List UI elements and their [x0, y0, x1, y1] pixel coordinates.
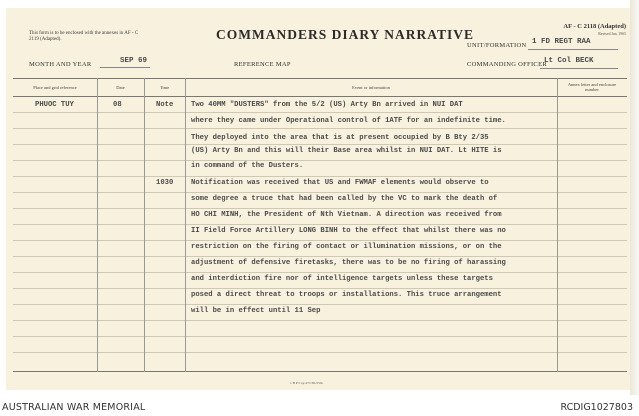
column-divider [144, 78, 145, 372]
ruled-line [13, 320, 627, 321]
entry-place: PHUOC TUY [35, 101, 74, 109]
ruled-line [13, 224, 627, 225]
narrative-line: adjustment of defensive firetasks, there was to be no firing of harassing [191, 259, 506, 267]
month-year-underline [100, 67, 150, 68]
month-year-label: MONTH AND YEAR [29, 61, 92, 68]
print-note: 1 B P Coy-271/65-55m [290, 381, 323, 385]
ruled-line [13, 128, 627, 129]
ruled-line [13, 144, 627, 145]
ruled-line [13, 112, 627, 113]
co-underline [540, 68, 618, 69]
entry-date: 08 [113, 101, 122, 109]
ruled-line [13, 336, 627, 337]
unit-formation-value: 1 FD REGT RAA [532, 38, 591, 46]
table-bottom-rule [13, 371, 627, 372]
reference-map-label: REFERENCE MAP [234, 61, 291, 68]
entry-time: 1030 [156, 179, 174, 187]
diary-table [13, 78, 627, 372]
commanding-officer-label: COMMANDING OFFICER [467, 61, 547, 68]
ruled-line [13, 272, 627, 273]
narrative-line: and interdiction fire nor of intelligence targets unless these targets [191, 275, 493, 283]
narrative-line: will be in effect until 11 Sep [191, 307, 321, 315]
header-place: Place and grid reference [33, 84, 77, 90]
page-edge [630, 0, 639, 395]
narrative-line: They deployed into the area that is at present occupied by B Bty 2/35 [191, 134, 489, 142]
ruled-line [13, 192, 627, 193]
narrative-line: II Field Force Artillery LONG BINH to the effect that whilst there was no [191, 227, 506, 235]
ruled-line [13, 208, 627, 209]
ruled-line [13, 240, 627, 241]
form-number: AF - C 2118 (Adapted) [563, 23, 626, 30]
narrative-line: restriction on the firing of contact or illumination missions, or on the [191, 243, 502, 251]
header-bottom-rule [13, 96, 627, 97]
column-divider [557, 78, 558, 372]
column-divider [97, 78, 98, 372]
entry-time: Note [156, 101, 174, 109]
narrative-line: where they came under Operational control of 1ATF for an indefinite time. [191, 117, 506, 125]
month-year-value: SEP 69 [120, 57, 148, 65]
ruled-line [13, 352, 627, 353]
ruled-line [13, 176, 627, 177]
commanding-officer-value: Lt Col BECK [544, 57, 594, 65]
narrative-line: posed a direct threat to troops or installations. This truce arrangement [191, 291, 502, 299]
header-event: Event or information [352, 84, 390, 90]
column-divider [185, 78, 186, 372]
header-time: Time [159, 84, 170, 90]
header-date: Date [116, 84, 125, 90]
unit-underline [528, 49, 618, 50]
institution-credit: AUSTRALIAN WAR MEMORIAL [2, 402, 146, 413]
ruled-line [13, 160, 627, 161]
narrative-line: HO CHI MINH, the President of Nth Vietnam. A direction was received from [191, 211, 502, 219]
revised-date: Revised Jan, 1965 [598, 32, 626, 36]
narrative-line: some degree a truce that had been called by the VC to mark the death of [191, 195, 498, 203]
narrative-line: Two 40MM "DUSTERS" from the 5/2 (US) Arty Bn arrived in NUI DAT [191, 101, 463, 109]
ruled-line [13, 304, 627, 305]
document-reference: RCDIG1027803 [560, 402, 633, 413]
form-instruction: This form is to be enclosed with the annexes in AF - C 2119 (Adapted). [29, 31, 139, 42]
narrative-line: in command of the Dusters. [191, 162, 304, 170]
ruled-line [13, 256, 627, 257]
ruled-line [13, 288, 627, 289]
unit-formation-label: UNIT/FORMATION [467, 42, 527, 49]
document-title: COMMANDERS DIARY NARRATIVE [216, 27, 475, 42]
narrative-line: (US) Arty Bn and this will their Base area whilst in NUI DAT. Lt HITE is [191, 147, 502, 155]
header-annex: Annex letter and enclosure number [567, 82, 617, 92]
narrative-line: Notification was received that US and FWMAF elements would observe to [191, 179, 489, 187]
